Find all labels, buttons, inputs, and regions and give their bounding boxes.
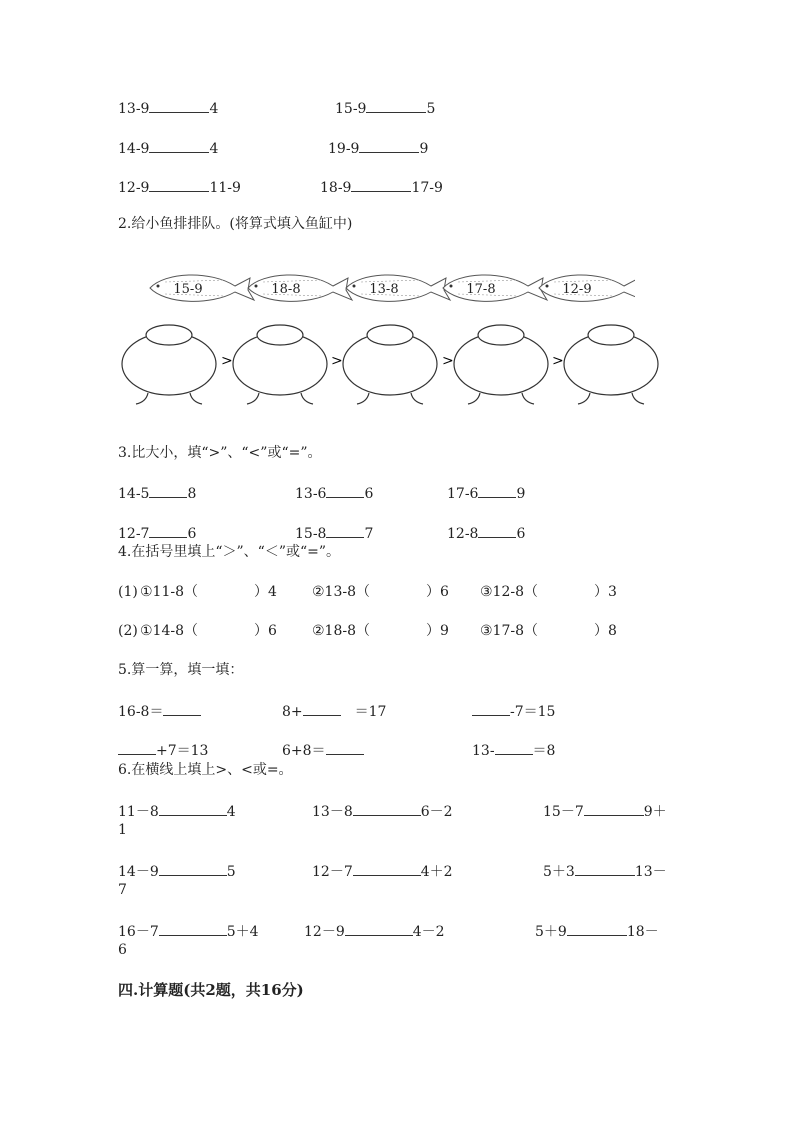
q4-r1-a: ①11-8（ ）4 (140, 584, 277, 600)
q3-r2-c: 12-8 6 (447, 523, 525, 543)
q4-r2-c: ③17-8（ ）8 (480, 623, 617, 639)
compare-sign: > (221, 353, 233, 369)
s1-r1-a: 13-9 4 (118, 98, 218, 118)
answer-blank[interactable] (495, 740, 533, 755)
answer-blank[interactable] (472, 701, 510, 716)
s1-r2-a: 14-9 4 (118, 138, 218, 158)
fish-label: 17-8 (466, 282, 496, 297)
s1-r3-a: 12-9 11-9 (118, 177, 241, 197)
fish-bowl[interactable] (233, 325, 327, 404)
q4-r2-b: ②18-8（ ）9 (312, 623, 449, 639)
fish-icon (539, 275, 635, 301)
fish-icon (346, 275, 450, 301)
answer-blank[interactable] (326, 523, 364, 538)
answer-blank[interactable] (575, 861, 635, 876)
q6-r1-wrap: 1 (118, 822, 127, 838)
q5-r1-b: 8+ ＝17 (282, 701, 386, 721)
fish-bowl[interactable] (122, 325, 216, 404)
fish-bowl[interactable] (454, 325, 548, 404)
q4-r2-a: ①14-8（ ）6 (140, 623, 277, 639)
q6-r2-a: 14－9 5 (118, 861, 236, 881)
answer-blank[interactable] (149, 98, 209, 113)
q5-r1-a: 16-8＝ (118, 701, 201, 721)
answer-blank[interactable] (159, 921, 227, 936)
q4-r2-label: (2) (118, 623, 138, 639)
answer-blank[interactable] (353, 861, 421, 876)
fish-bowl[interactable] (343, 325, 437, 404)
fish-label: 12-9 (562, 282, 592, 297)
q4-r1-c: ③12-8（ ）3 (480, 584, 617, 600)
answer-blank[interactable] (163, 701, 201, 716)
answer-blank[interactable] (149, 177, 209, 192)
q3-r1-b: 13-6 6 (295, 483, 373, 503)
fish-icon (248, 275, 352, 301)
q6-r1-b: 13－8 6－2 (312, 801, 453, 821)
fish-icon (443, 275, 547, 301)
q3-r1-a: 14-5 8 (118, 483, 196, 503)
answer-blank[interactable] (326, 483, 364, 498)
q4-title: 4.在括号里填上“＞”、“＜”或“=”。 (118, 544, 341, 560)
s1-r1-b: 15-9 5 (335, 98, 435, 118)
q4-r1-label: (1) (118, 584, 138, 600)
answer-blank[interactable] (159, 861, 227, 876)
q6-r3-a: 16－7 5＋4 (118, 921, 259, 941)
s1-r3-b: 18-9 17-9 (320, 177, 443, 197)
q5-r2-c: 13- ＝8 (472, 740, 555, 760)
q2-title: 2.给小鱼排排队。(将算式填入鱼缸中) (118, 216, 353, 232)
q3-r1-c: 17-6 9 (447, 483, 525, 503)
q6-r1-a: 11－8 4 (118, 801, 236, 821)
compare-sign: > (442, 353, 454, 369)
answer-blank[interactable] (149, 483, 187, 498)
answer-blank[interactable] (345, 921, 413, 936)
q5-r1-c: -7＝15 (472, 701, 555, 721)
answer-blank[interactable] (118, 740, 156, 755)
q6-r1-c: 15－7 9＋ (543, 801, 667, 821)
answer-blank[interactable] (478, 483, 516, 498)
compare-sign: > (552, 353, 564, 369)
q6-r3-b: 12－9 4－2 (304, 921, 445, 941)
compare-sign: > (331, 353, 343, 369)
section4-title: 四.计算题(共2题，共16分) (118, 981, 304, 999)
q5-r2-b: 6+8＝ (282, 740, 364, 760)
q5-title: 5.算一算，填一填： (118, 662, 244, 678)
fish-label: 15-9 (173, 282, 203, 297)
q3-r2-a: 12-7 6 (118, 523, 196, 543)
answer-blank[interactable] (366, 98, 426, 113)
answer-blank[interactable] (159, 801, 227, 816)
fish-bowl[interactable] (564, 325, 658, 404)
fish-icon (150, 275, 254, 301)
answer-blank[interactable] (567, 921, 627, 936)
answer-blank[interactable] (353, 801, 421, 816)
answer-blank[interactable] (303, 701, 341, 716)
q6-r3-wrap: 6 (118, 942, 127, 958)
fish-bowls (115, 320, 675, 410)
answer-blank[interactable] (478, 523, 516, 538)
q6-r2-c: 5＋3 13－ (543, 861, 667, 881)
answer-blank[interactable] (149, 523, 187, 538)
q5-r2-a: +7＝13 (118, 740, 208, 760)
q6-title: 6.在横线上填上>、<或=。 (118, 762, 293, 778)
answer-blank[interactable] (351, 177, 411, 192)
q4-r1-b: ②13-8（ ）6 (312, 584, 449, 600)
q3-r2-b: 15-8 7 (295, 523, 373, 543)
fish-label: 18-8 (271, 282, 301, 297)
answer-blank[interactable] (149, 138, 209, 153)
fish-label: 13-8 (369, 282, 399, 297)
q3-title: 3.比大小，填“>”、“<”或“=”。 (118, 445, 322, 461)
fish-row (115, 268, 635, 308)
answer-blank[interactable] (359, 138, 419, 153)
answer-blank[interactable] (326, 740, 364, 755)
q6-r3-c: 5＋9 18－ (535, 921, 659, 941)
q6-r2-b: 12－7 4＋2 (312, 861, 453, 881)
answer-blank[interactable] (584, 801, 644, 816)
s1-r2-b: 19-9 9 (328, 138, 428, 158)
q6-r2-wrap: 7 (118, 882, 127, 898)
